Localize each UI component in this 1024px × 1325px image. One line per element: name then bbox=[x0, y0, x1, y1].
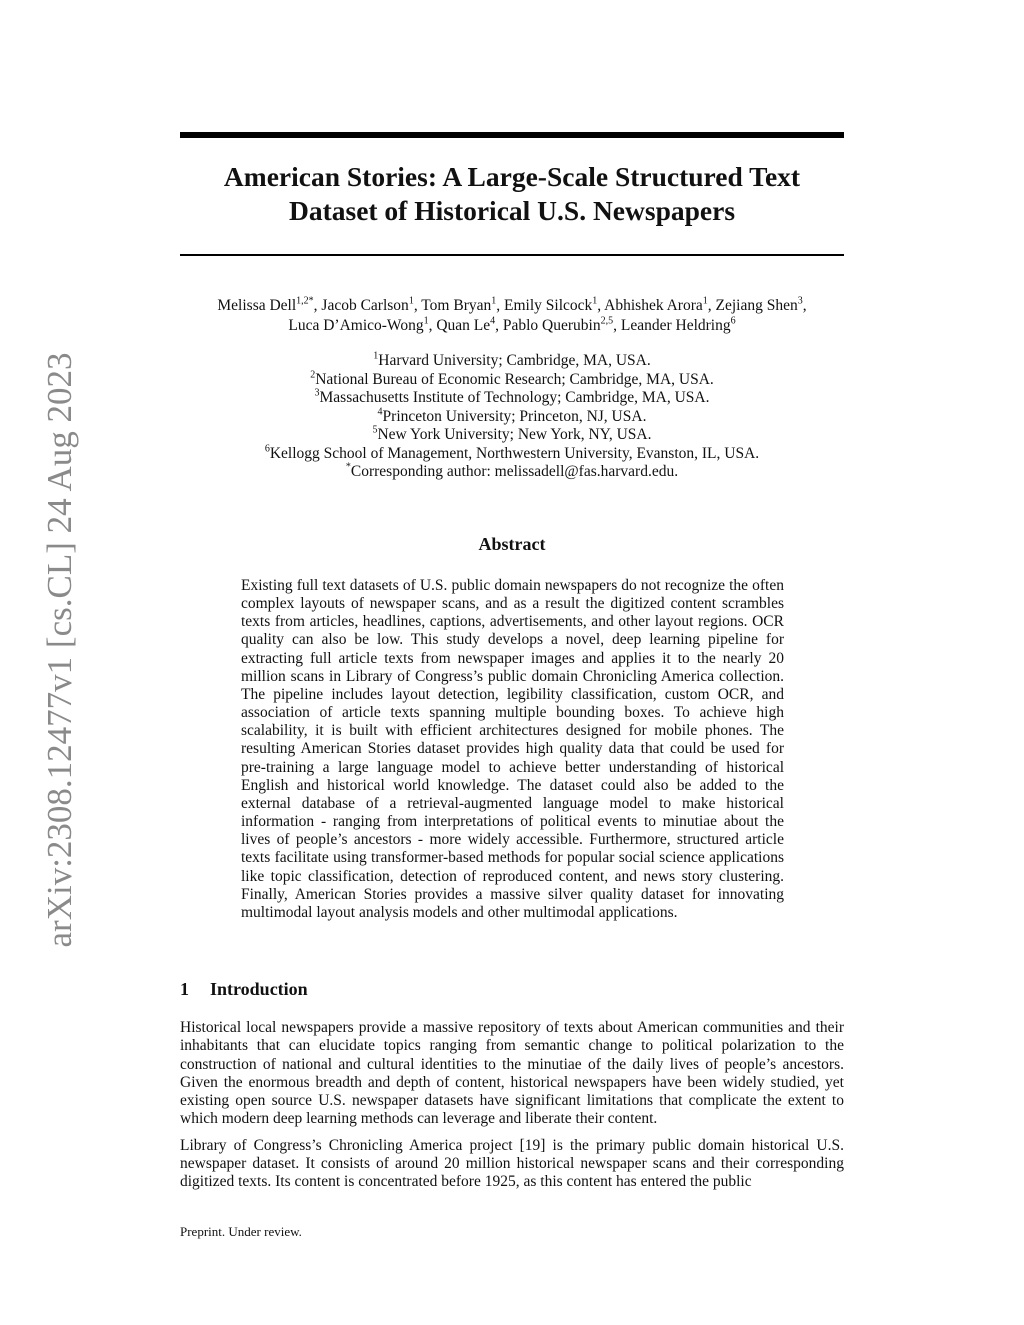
abstract-heading: Abstract bbox=[478, 534, 546, 554]
author: Emily Silcock$^1$, bbox=[504, 295, 605, 314]
section-number: 1 bbox=[180, 979, 189, 999]
section-heading-introduction bbox=[180, 978, 844, 1000]
author: Quan Le$^4$, bbox=[436, 315, 503, 334]
paper-title-line-2: Dataset of Historical U.S. Newspapers bbox=[288, 195, 736, 226]
affiliation-list bbox=[180, 352, 844, 482]
section-title: Introduction bbox=[210, 979, 308, 999]
affiliation: $^2$National Bureau of Economic Research; Cambridge, MA, USA. bbox=[310, 369, 714, 388]
author: Melissa Dell$^{1,2*}$, bbox=[217, 295, 322, 314]
author-list bbox=[160, 296, 864, 336]
affiliation: $^5$New York University; New York, NY, USA. bbox=[372, 424, 652, 443]
introduction-body bbox=[180, 1019, 844, 1200]
arxiv-identifier-stamp: arXiv:2308.12477v1 [cs.CL] 24 Aug 2023 bbox=[40, 352, 79, 948]
author: Jacob Carlson$^1$, bbox=[321, 295, 422, 314]
paper-title-line-1: American Stories: A Large-Scale Structured Text bbox=[223, 161, 801, 192]
title-rule-bottom bbox=[180, 254, 844, 256]
title-rule-top bbox=[180, 132, 844, 138]
author: Abhishek Arora$^1$, bbox=[604, 295, 716, 314]
affiliation: $^6$Kellogg School of Management, Northwestern University, Evanston, IL, USA. bbox=[264, 443, 760, 462]
author: Luca D’Amico-Wong$^1$, bbox=[288, 315, 437, 334]
affiliation: $^4$Princeton University; Princeton, NJ, USA. bbox=[377, 406, 647, 425]
paper-title bbox=[180, 160, 844, 228]
author: Zejiang Shen$^3$, bbox=[715, 295, 807, 314]
introduction-paragraph: Historical local newspapers provide a massive repository of texts about American communities and their inhabitants that can elucidate topics ranging from semantic change to political polarization to the construction of national and cultural identities to the minutiae of the daily lives of people’s ancestors. Given the enormous breadth and depth of content, historical newspapers have been widely studied, yet existing open source U.S. newspaper datasets have significant limitations that complicate the extent to which modern deep learning methods can leverage and liberate their content. bbox=[180, 1019, 844, 1128]
author: Pablo Querubin$^{2,5}$, bbox=[502, 315, 621, 334]
introduction-paragraph: Library of Congress’s Chronicling America project [19] is the primary public domain historical U.S. newspaper dataset. It consists of around 20 million historical newspaper scans and their corresponding digitized texts. Its content is concentrated before 1925, as this content has entered the public bbox=[180, 1136, 844, 1191]
corresponding-author: *Corresponding author: melissadell@fas.harvard.edu. bbox=[345, 461, 679, 480]
affiliation: $^3$Massachusetts Institute of Technology; Cambridge, MA, USA. bbox=[314, 387, 710, 406]
affiliation: $^1$Harvard University; Cambridge, MA, USA. bbox=[373, 350, 651, 369]
author: Leander Heldring$^6$ bbox=[620, 315, 736, 334]
page-footer: Preprint. Under review. bbox=[180, 1224, 302, 1239]
author: Tom Bryan$^1$, bbox=[421, 295, 504, 314]
abstract-text: Existing full text datasets of U.S. public domain newspapers do not recognize the often complex layouts of newspaper scans, and as a result the digitized content scrambles texts from articles, headlines, captions, advertisements, and other layout regions. OCR quality can also be low. This study develops a novel, deep learning pipeline for extracting full article texts from newspaper images and applies it to the nearly 20 million scans in Library of Congress’s public domain Chronicling America collection. The pipeline includes layout detection, legibility classification, custom OCR, and association of article texts spanning multiple bounding boxes. To achieve high scalability, it is built with efficient architectures designed for mobile phones. The resulting American Stories dataset provides high quality data that could be used for pre-training a large language model to achieve better understanding of historical English and historical world knowledge. The dataset could also be added to the external database of a retrieval-augmented language model to make historical information - ranging from interpretations of political events to minutiae about the lives of people’s ancestors - more widely accessible. Furthermore, structured article texts facilitate using transformer-based methods for popular social science applications like topic classification, detection of reproduced content, and news story clustering. Finally, American Stories provides a massive silver quality dataset for innovating multimodal layout analysis models and other multimodal applications. bbox=[241, 577, 784, 921]
